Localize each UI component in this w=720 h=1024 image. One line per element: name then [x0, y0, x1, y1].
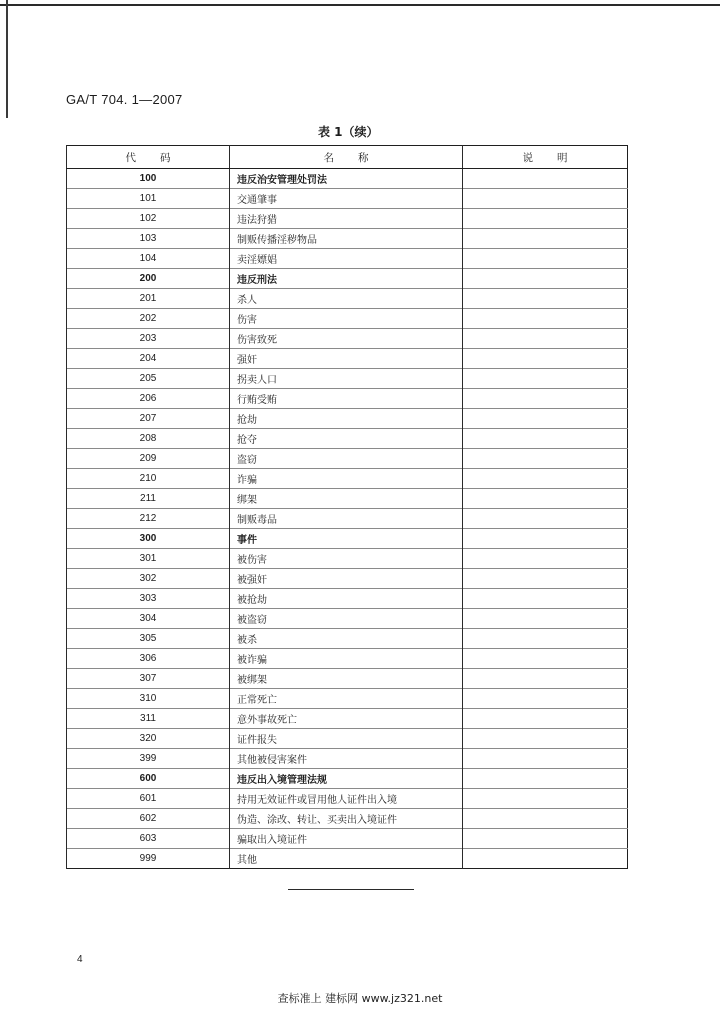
row-name: 伤害 [230, 309, 463, 329]
row-name: 伤害致死 [230, 329, 463, 349]
row-code: 320 [67, 729, 230, 749]
table-row [67, 209, 628, 229]
row-name: 违反出入境管理法规 [230, 769, 463, 789]
row-note [463, 249, 628, 269]
row-code: 201 [67, 289, 230, 309]
table-row [67, 389, 628, 409]
row-name: 伪造、涂改、转让、买卖出入境证件 [230, 809, 463, 829]
row-code: 211 [67, 489, 230, 509]
table-row [67, 409, 628, 429]
table-row [67, 349, 628, 369]
row-name: 抢夺 [230, 429, 463, 449]
row-name: 卖淫嫖娼 [230, 249, 463, 269]
table-row [67, 629, 628, 649]
table-row [67, 569, 628, 589]
row-code: 999 [67, 849, 230, 869]
standard-id: GA/T 704. 1—2007 [66, 92, 183, 107]
table-title: 表 1（续） [318, 125, 379, 139]
row-note [463, 709, 628, 729]
row-note [463, 529, 628, 549]
row-name: 杀人 [230, 289, 463, 309]
row-code: 103 [67, 229, 230, 249]
row-code: 310 [67, 689, 230, 709]
row-code: 600 [67, 769, 230, 789]
row-note [463, 509, 628, 529]
row-note [463, 489, 628, 509]
row-note [463, 229, 628, 249]
row-note [463, 589, 628, 609]
row-note [463, 189, 628, 209]
row-code: 300 [67, 529, 230, 549]
row-note [463, 649, 628, 669]
row-code: 307 [67, 669, 230, 689]
row-name: 行贿受贿 [230, 389, 463, 409]
row-note [463, 689, 628, 709]
table-row [67, 329, 628, 349]
row-code: 306 [67, 649, 230, 669]
row-name: 持用无效证件或冒用他人证件出入境 [230, 789, 463, 809]
row-code: 209 [67, 449, 230, 469]
table-row [67, 769, 628, 789]
row-name: 制贩传播淫秽物品 [230, 229, 463, 249]
row-code: 212 [67, 509, 230, 529]
row-name: 违反治安管理处罚法 [230, 169, 463, 189]
table-row [67, 549, 628, 569]
top-border-rule [0, 0, 720, 6]
left-scan-edge [6, 0, 8, 118]
row-code: 210 [67, 469, 230, 489]
row-code: 302 [67, 569, 230, 589]
row-note [463, 409, 628, 429]
table-row [67, 249, 628, 269]
table-row [67, 729, 628, 749]
table-row [67, 169, 628, 189]
table-row [67, 709, 628, 729]
row-name: 事件 [230, 529, 463, 549]
row-name: 其他被侵害案件 [230, 749, 463, 769]
row-code: 603 [67, 829, 230, 849]
row-note [463, 469, 628, 489]
table-row [67, 469, 628, 489]
column-header-code: 代码 [67, 146, 230, 169]
row-note [463, 609, 628, 629]
row-note [463, 809, 628, 829]
row-note [463, 829, 628, 849]
column-header-note: 说明 [463, 146, 628, 169]
row-name: 被抢劫 [230, 589, 463, 609]
table-row [67, 489, 628, 509]
table-row [67, 789, 628, 809]
row-code: 304 [67, 609, 230, 629]
row-note [463, 749, 628, 769]
row-name: 被杀 [230, 629, 463, 649]
row-name: 被伤害 [230, 549, 463, 569]
row-name: 违反刑法 [230, 269, 463, 289]
row-code: 602 [67, 809, 230, 829]
row-code: 202 [67, 309, 230, 329]
row-name: 其他 [230, 849, 463, 869]
table-row [67, 309, 628, 329]
row-code: 303 [67, 589, 230, 609]
row-code: 204 [67, 349, 230, 369]
column-header-name: 名称 [230, 146, 463, 169]
row-name: 盗窃 [230, 449, 463, 469]
table-row [67, 609, 628, 629]
table-row [67, 189, 628, 209]
row-note [463, 629, 628, 649]
row-code: 301 [67, 549, 230, 569]
row-code: 207 [67, 409, 230, 429]
row-code: 100 [67, 169, 230, 189]
row-note [463, 349, 628, 369]
row-name: 被诈骗 [230, 649, 463, 669]
row-note [463, 569, 628, 589]
row-name: 骗取出入境证件 [230, 829, 463, 849]
row-note [463, 449, 628, 469]
row-code: 102 [67, 209, 230, 229]
row-code: 104 [67, 249, 230, 269]
row-name: 拐卖人口 [230, 369, 463, 389]
row-name: 违法狩猎 [230, 209, 463, 229]
table-row [67, 229, 628, 249]
row-code: 206 [67, 389, 230, 409]
row-note [463, 309, 628, 329]
row-code: 203 [67, 329, 230, 349]
table-row [67, 509, 628, 529]
row-code: 305 [67, 629, 230, 649]
row-name: 意外事故死亡 [230, 709, 463, 729]
row-note [463, 289, 628, 309]
row-note [463, 789, 628, 809]
row-note [463, 849, 628, 869]
row-note [463, 389, 628, 409]
table-row [67, 809, 628, 829]
row-code: 205 [67, 369, 230, 389]
row-name: 被绑架 [230, 669, 463, 689]
row-code: 208 [67, 429, 230, 449]
row-name: 被强奸 [230, 569, 463, 589]
table-row [67, 829, 628, 849]
table-body [67, 169, 628, 869]
table-row [67, 269, 628, 289]
table-row [67, 449, 628, 469]
row-note [463, 549, 628, 569]
table-row [67, 749, 628, 769]
row-code: 601 [67, 789, 230, 809]
row-note [463, 329, 628, 349]
row-note [463, 769, 628, 789]
row-name: 制贩毒品 [230, 509, 463, 529]
row-code: 311 [67, 709, 230, 729]
row-code: 399 [67, 749, 230, 769]
table-row [67, 289, 628, 309]
table-header-row [67, 146, 628, 169]
code-table [66, 145, 628, 869]
end-of-table-rule [288, 889, 414, 890]
table-row [67, 669, 628, 689]
table-row [67, 689, 628, 709]
row-name: 诈骗 [230, 469, 463, 489]
table-row [67, 849, 628, 869]
footer-watermark: 查标准上 建标网 www.jz321.net [277, 992, 443, 1005]
row-name: 交通肇事 [230, 189, 463, 209]
row-code: 200 [67, 269, 230, 289]
table-row [67, 589, 628, 609]
table-row [67, 529, 628, 549]
row-note [463, 729, 628, 749]
row-note [463, 429, 628, 449]
row-note [463, 209, 628, 229]
table-row [67, 429, 628, 449]
row-name: 被盗窃 [230, 609, 463, 629]
row-note [463, 169, 628, 189]
page-number: 4 [77, 954, 83, 965]
row-name: 正常死亡 [230, 689, 463, 709]
table-row [67, 649, 628, 669]
table-row [67, 369, 628, 389]
row-note [463, 369, 628, 389]
row-name: 抢劫 [230, 409, 463, 429]
row-note [463, 669, 628, 689]
row-name: 证件报失 [230, 729, 463, 749]
row-name: 绑架 [230, 489, 463, 509]
row-name: 强奸 [230, 349, 463, 369]
row-note [463, 269, 628, 289]
row-code: 101 [67, 189, 230, 209]
